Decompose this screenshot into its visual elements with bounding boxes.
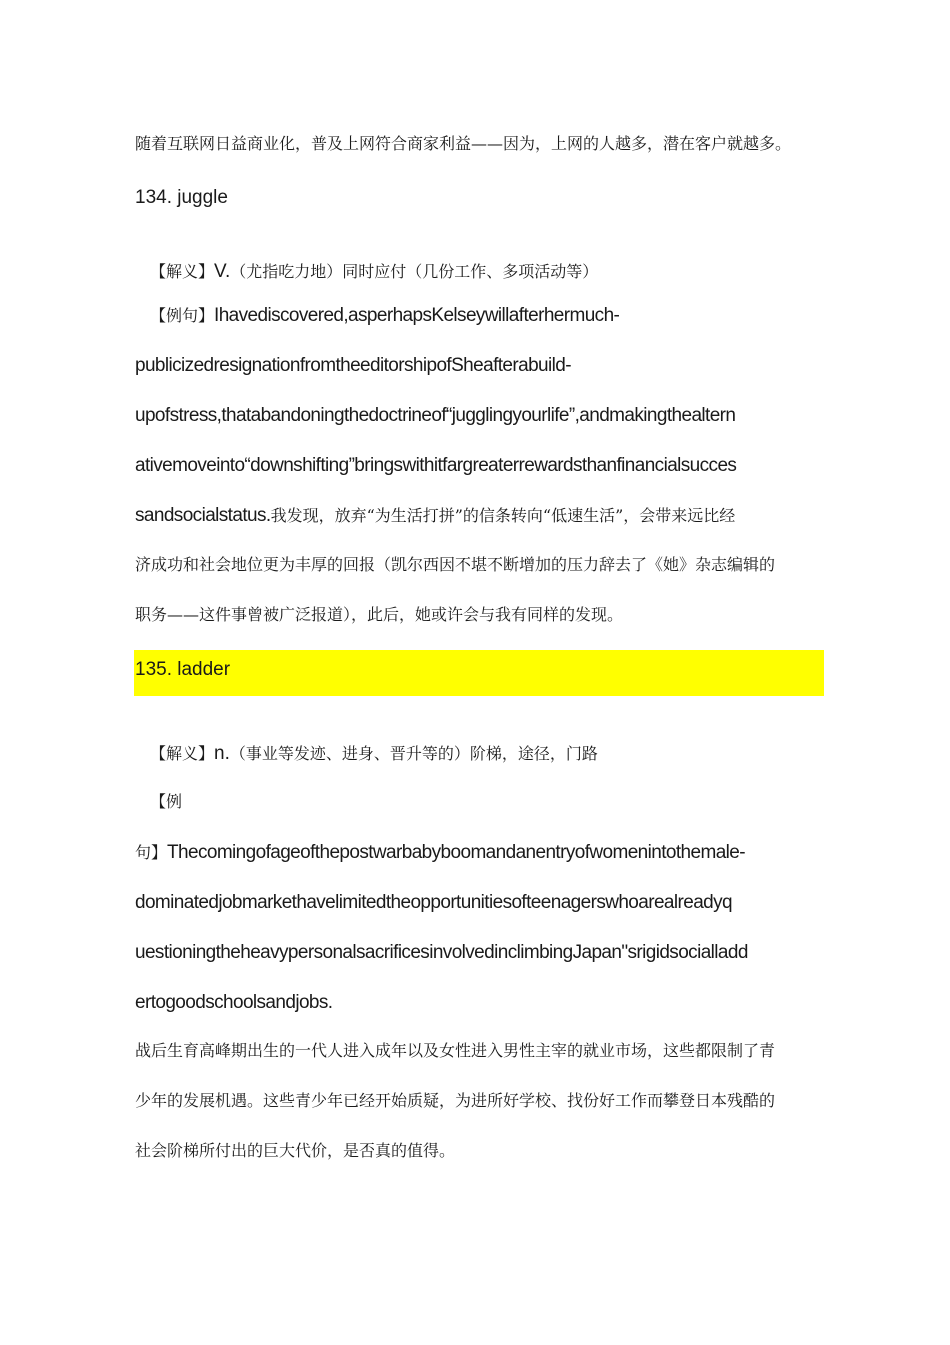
example-line-2: publicizedresignationfromtheeditorshipofSheafterabuild- <box>135 355 571 376</box>
prev-translation: 随着互联网日益商业化，普及上网符合商家利益——因为，上网的人越多，潜在客户就越多。 <box>135 134 792 153</box>
definition-text: （事业等发迹、进身、晋升等的）阶梯，途径，门路 <box>229 744 598 763</box>
example-label: 【例句】 <box>150 306 215 325</box>
translation-line-2: 济成功和社会地位更为丰厚的回报（凯尔西因不堪不断增加的压力辞去了《她》杂志编辑的 <box>135 555 776 574</box>
translation-line-1: 我发现，放弃“为生活打拼”的信条转向“低速生活”，会带来远比经 <box>270 506 736 525</box>
translation-line-2: 少年的发展机遇。这些青少年已经开始质疑，为进所好学校、找份好工作而攀登日本残酷的 <box>135 1091 776 1110</box>
example-line-1: 【例句】Ihavediscovered,asperhapsKelseywillafterhermuch- <box>150 305 620 326</box>
example-line-3: upofstress,thatabandoningthedoctrineof“jugglingyourlife”,andmakingthealtern <box>135 405 736 426</box>
definition-text: （尤指吃力地）同时应付（几份工作、多项活动等） <box>230 262 599 281</box>
entry-heading-juggle: 134. juggle <box>135 187 228 208</box>
example-line-3: uestioningtheheavypersonalsacrificesinvolvedinclimbingJapan"srigidsocialladd <box>135 942 748 963</box>
translation-line-3: 职务——这件事曾被广泛报道），此后，她或许会与我有同样的发现。 <box>135 605 624 624</box>
example-label-part2: 句】 <box>135 843 168 862</box>
example-line-2: dominatedjobmarkethavelimitedtheopportunitiesofteenagerswhoarealreadyq <box>135 892 733 913</box>
example-label-part1: 【例 <box>150 792 183 811</box>
example-line-4: ertogoodschoolsandjobs. <box>135 992 333 1013</box>
translation-line-1: 战后生育高峰期出生的一代人进入成年以及女性进入男性主宰的就业市场，这些都限制了青 <box>135 1041 776 1060</box>
definition-label: 【解义】 <box>150 744 215 763</box>
heading-highlight <box>134 650 824 696</box>
part-of-speech: V. <box>214 261 231 282</box>
definition-juggle <box>150 262 598 281</box>
definition-label: 【解义】 <box>150 262 215 281</box>
translation-line-3: 社会阶梯所付出的巨大代价，是否真的值得。 <box>135 1141 456 1160</box>
example-line-5: sandsocialstatus.我发现，放弃“为生活打拼”的信条转向“低速生活”，会带来远比经 <box>135 505 736 526</box>
example-line-1: 句】Thecomingofageofthepostwarbabyboomandanentryofwomenintothemale- <box>135 842 745 863</box>
example-line-4: ativemoveinto“downshifting”bringswithitfargreaterrewardsthanfinancialsucces <box>135 455 737 476</box>
part-of-speech: n. <box>214 743 230 764</box>
definition-ladder <box>150 744 598 763</box>
entry-heading-ladder: 135. ladder <box>135 659 231 680</box>
